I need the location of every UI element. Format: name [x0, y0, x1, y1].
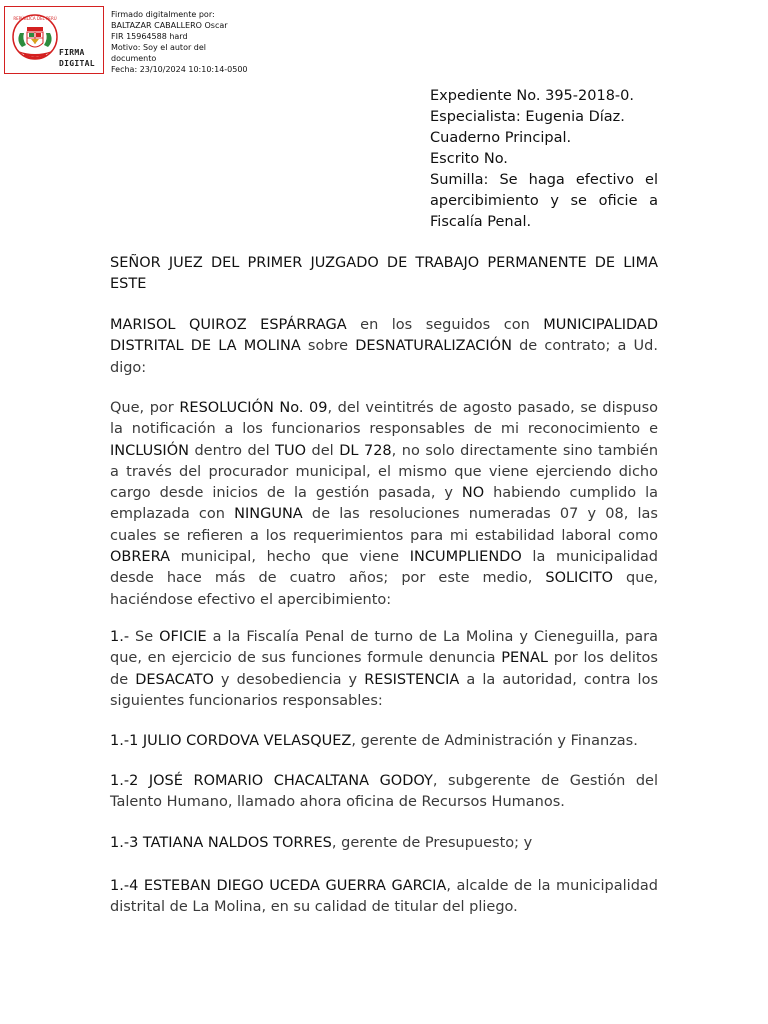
text-fragment: , no solo directamente sino también a través del procurador municipal, el mismo que viene ejerciendo dicho cargo desde inicios de la gestión pasada, y	[110, 442, 659, 502]
official-name: 1.-2 JOSÉ ROMARIO CHACALTANA GODOY	[110, 773, 433, 789]
official-item	[110, 731, 658, 752]
official-name: 1.-3 TATIANA NALDOS TORRES	[110, 835, 332, 851]
resolucion-ref: RESOLUCIÓN No. 09	[179, 400, 328, 416]
expediente: Expediente No. 395-2018-0.	[430, 88, 634, 104]
item-number: 1.-	[110, 629, 130, 645]
text-fragment: municipal, hecho que viene	[170, 549, 410, 566]
digital-signature-stamp	[4, 6, 104, 74]
text-fragment: y desobediencia y	[213, 671, 365, 688]
text-fragment: por los delitos de	[110, 650, 658, 688]
text-fragment: , del veintitrés de agosto pasado, se dispuso la notificación a los funcionarios responsables de mi reconocimiento e	[110, 400, 658, 438]
text-fragment: del	[306, 442, 340, 459]
plaintiff-name: MARISOL QUIROZ ESPÁRRAGA	[110, 317, 347, 333]
text-fragment: sobre	[300, 338, 356, 355]
keyword-solicito: SOLICITO	[545, 570, 614, 587]
signature-line: Fecha: 23/10/2024 10:10:14-0500	[111, 65, 248, 74]
cuaderno: Cuaderno Principal.	[430, 130, 572, 146]
text-fragment: la municipalidad desde hace más de cuatro años; por este medio,	[110, 549, 658, 587]
signature-line: BALTAZAR CABALLERO Oscar	[111, 21, 228, 30]
keyword-incumpliendo: INCUMPLIENDO	[409, 549, 522, 566]
text-fragment: Se	[129, 629, 160, 645]
signature-line: FIR 15964588 hard	[111, 32, 188, 41]
peru-coat-of-arms-icon	[10, 11, 60, 69]
keyword-resistencia: RESISTENCIA	[364, 671, 460, 688]
keyword-inclusion: INCLUSIÓN	[110, 442, 189, 459]
text-fragment: que, haciéndose efectivo el apercibimiento:	[110, 570, 658, 608]
official-item	[110, 833, 658, 854]
keyword-tuo: TUO	[275, 442, 307, 459]
sumilla: Sumilla: Se haga efectivo el apercibimiento y se oficie a Fiscalía Penal.	[430, 172, 658, 230]
official-name: 1.-4 ESTEBAN DIEGO UCEDA GUERRA GARCIA	[110, 878, 447, 894]
seal-text: REPÚBLICA DEL PERÚ	[13, 16, 57, 21]
case-header	[430, 86, 658, 233]
text-fragment: en los seguidos con	[346, 317, 544, 333]
signature-metadata	[111, 9, 271, 75]
text-fragment: Que, por	[110, 400, 180, 416]
signature-line: documento	[111, 54, 157, 63]
official-role: , subgerente de Gestión del Talento Humano, llamado ahora oficina de Recursos Humanos.	[110, 773, 658, 811]
text-fragment: de las resoluciones numeradas 07 y 08, las cuales se refieren a los requerimientos para mi estabilidad laboral como	[110, 506, 658, 544]
keyword-dl: DL 728	[339, 442, 392, 459]
official-role: , gerente de Presupuesto; y	[331, 835, 533, 851]
escrito: Escrito No.	[430, 151, 508, 167]
text-fragment: dentro del	[188, 442, 276, 459]
text-fragment: habiendo cumplido la emplazada con	[110, 485, 659, 523]
body-paragraph	[110, 398, 658, 611]
official-name: 1.-1 JULIO CORDOVA VELASQUEZ	[110, 733, 352, 749]
addressee: SEÑOR JUEZ DEL PRIMER JUZGADO DE TRABAJO PERMANENTE DE LIMA ESTE	[110, 255, 658, 293]
keyword-no: NO	[461, 485, 485, 502]
official-role: , gerente de Administración y Finanzas.	[351, 733, 638, 749]
oficie-paragraph	[110, 627, 658, 712]
keyword-ninguna: NINGUNA	[234, 506, 303, 523]
signature-line: Motivo: Soy el autor del	[111, 43, 207, 52]
stamp-label-line1: FIRMA	[59, 48, 85, 57]
especialista: Especialista: Eugenia Díaz.	[430, 109, 625, 125]
keyword-penal: PENAL	[501, 650, 548, 667]
keyword-obrera: OBRERA	[110, 549, 171, 566]
matter: DESNATURALIZACIÓN	[355, 338, 512, 355]
text-fragment: a la autoridad, contra los siguientes funcionarios responsables:	[110, 671, 658, 709]
official-item	[110, 876, 658, 919]
keyword-desacato: DESACATO	[135, 671, 214, 688]
official-item	[110, 771, 658, 814]
text-fragment: a la Fiscalía Penal de turno de La Molina y Cieneguilla, para que, en ejercicio de sus funciones formule denuncia	[110, 629, 659, 667]
firma-digital-label	[59, 47, 95, 69]
official-role: , alcalde de la municipalidad distrital de La Molina, en su calidad de titular del pliego.	[110, 878, 659, 916]
text-fragment: de contrato; a Ud. digo:	[110, 338, 658, 376]
signature-line: Firmado digitalmente por:	[111, 10, 215, 19]
stamp-label-line2: DIGITAL	[59, 59, 95, 68]
defendant-name: MUNICIPALIDAD DISTRITAL DE LA MOLINA	[110, 317, 658, 355]
intro-paragraph	[110, 315, 658, 379]
keyword-oficie: OFICIE	[159, 629, 207, 645]
